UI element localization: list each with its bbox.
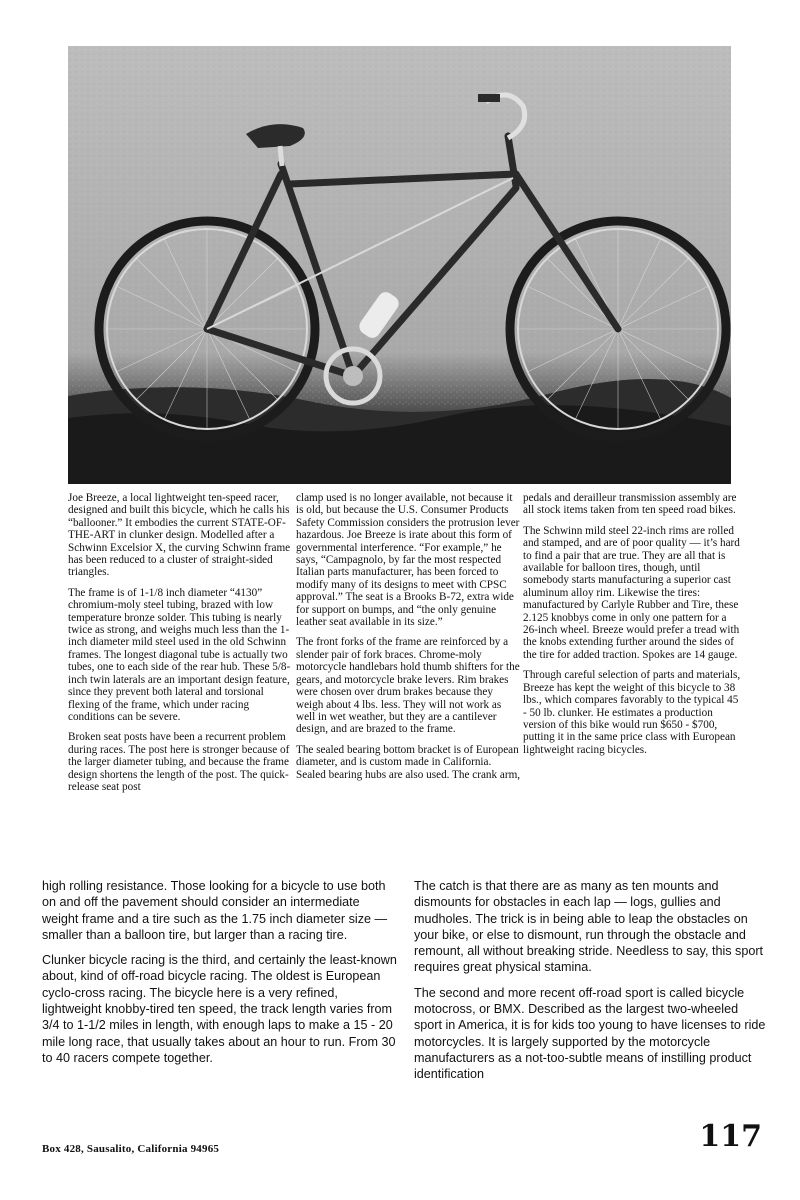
caption-paragraph: The Schwinn mild steel 22-inch rims are rolled and stamped, and are of poor quality — it’s hard to find a pair that are true. They are all that is available for balloon tires, though, until somebody starts manufacturing a superior cast aluminum alloy rim. Likewise the tires: manufactured by Carlyle Rubber and Tire, these 2.125 knobbys come in only one pattern for a 26-inch wheel. Breeze would prefer a tread with the knobs extending further around the sides of the tire for added traction. Spokes are 14 gauge. <box>523 524 740 661</box>
caption-paragraph: Broken seat posts have been a recurrent problem during races. The post here is stronger because of the larger diameter tubing, and because the frame design shortens the length of the post. The quick-release seat post <box>68 731 290 793</box>
caption-paragraph: The frame is of 1-1/8 inch diameter “4130” chromium-moly steel tubing, brazed with low temperature bronze solder. This tubing is nearly twice as strong, and weighs much less than the 1-inch diameter mild steel used in the old Schwinn frames. The longest diagonal tube is actually two tubes, one to each side of the rear hub. These 5/8-inch twin laterals are an important design feature, since they prevent both lateral and torsional flexing of the frame, which under racing conditions can be severe. <box>68 586 291 723</box>
body-paragraph: Clunker bicycle racing is the third, and certainly the least-known about, kind of off-road bicycle racing. The oldest is European cyclo-cross racing. The bicycle here is a very refined, lightweight knobby-tired ten speed, the track length varies from 3/4 to 1-1/2 miles in length, with enough laps to make a 15 - 20 mile long race, that usually takes about an hour to run. From 30 to 40 racers compete together. <box>42 953 397 1065</box>
caption-paragraph: clamp used is no longer available, not because it is old, but because the U.S. Consumer Products Safety Commission considers the protrusion lever hazardous. Joe Breeze is irate about this form of governmental interference. “For example,” he says, “Campagnolo, by far the most respected Italian parts manufacturer, has been forced to modify many of its designs to meet with CPSC approval.” The seat is a Brooks B-72, extra wide for support on bumps, and “the only genuine leather seat available in its size.” <box>296 492 520 629</box>
footer-address: Box 428, Sausalito, California 94965 <box>42 1143 220 1155</box>
caption-paragraph: Through careful selection of parts and materials, Breeze has kept the weight of this bicycle to 38 lbs., which compares favorably to the typical 45 - 50 lb. clunker. He estimates a production version of this bike would run $650 - $700, putting it in the same price class with European lightweight racing bicycles. <box>523 669 741 756</box>
body-paragraph: high rolling resistance. Those looking for a bicycle to use both on and off the pavement should consider an intermediate weight frame and a tire such as the 1.75 inch diameter size — smaller than a balloon tire, but larger than a racing tire. <box>42 879 388 942</box>
caption-paragraph: pedals and derailleur transmission assembly are all stock items taken from ten speed road bikes. <box>523 492 737 517</box>
body-paragraph: The second and more recent off-road sport is called bicycle motocross, or BMX. Described as the largest two-wheeled sport in America, it is for kids too young to have licenses to ride motorcycles. It is largely supported by the motorcycle manufacturers as a not-too-subtle means of instilling product identification <box>414 985 766 1082</box>
page-number: 117 <box>699 1119 762 1154</box>
caption-column-1 <box>68 492 294 801</box>
body-column-right <box>414 878 769 1092</box>
caption-paragraph: The front forks of the frame are reinforced by a slender pair of fork braces. Chrome-moly motorcycle handlebars hold thumb shifters for the gears, and motorcycle brake levers. Rim brakes were chosen over drum brakes because they weigh about 4 lbs. less. They will not work as well in wet weather, but they are a cantilever design, and are brazed to the frame. <box>296 636 520 736</box>
caption-column-3 <box>523 492 743 764</box>
bicycle-illustration <box>68 46 731 484</box>
body-column-left <box>42 878 397 1075</box>
caption-column-2 <box>296 492 522 789</box>
caption-paragraph: The sealed bearing bottom bracket is of European diameter, and is custom made in California. Sealed bearing hubs are also used. The crank arm, <box>296 743 521 781</box>
body-paragraph: The catch is that there are as many as ten mounts and dismounts for obstacles in each lap — logs, gullies and mudholes. The trick is in being able to leap the obstacles on your bike, or else to dismount, run through the obstacle and remount, all without breaking stride. Needless to say, this sport requires great physical stamina. <box>414 879 764 975</box>
caption-paragraph: Joe Breeze, a local lightweight ten-speed racer, designed and built this bicycle, which he calls his “ballooner.” It embodies the current STATE-OF-THE-ART in clunker design. Modelled after a Schwinn Excelsior X, the curving Schwinn frame has been reduced to a cluster of straight-sided triangles. <box>68 492 291 579</box>
bicycle-photo <box>68 46 731 484</box>
